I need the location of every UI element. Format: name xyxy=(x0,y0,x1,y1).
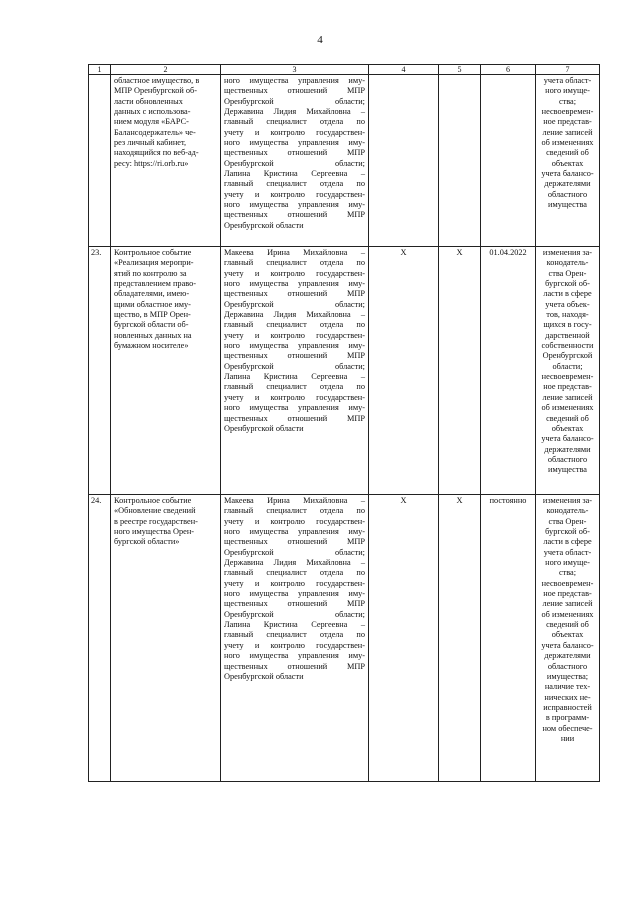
text-line: главный специалист отдела по xyxy=(224,117,365,127)
text-line: держателями xyxy=(544,444,591,454)
text-line: учету и контролю государствен- xyxy=(224,392,365,402)
text-line: щественных отношений МПР xyxy=(224,413,365,423)
text-line: об изменениях xyxy=(541,403,594,413)
text-line: рез личный кабинет, xyxy=(114,138,187,148)
text-line: учету и контролю государствен- xyxy=(224,127,365,137)
text-line: учету и контролю государствен- xyxy=(224,330,365,340)
text-line: ного имущества управления иму- xyxy=(224,403,365,413)
text-line: щественных отношений МПР xyxy=(224,148,365,158)
column-5-cell: Х xyxy=(439,495,481,782)
text-line: ного имуще- xyxy=(545,558,590,568)
text-line: учету и контролю государствен- xyxy=(224,516,365,526)
column-4-cell: Х xyxy=(369,495,439,782)
text-line: главный специалист отдела по xyxy=(224,630,365,640)
text-line: имущества xyxy=(548,200,587,210)
text-line: изменения за- xyxy=(542,248,593,257)
text-line: ного имущества управления иму- xyxy=(224,341,365,351)
text-line: объектах xyxy=(551,630,584,640)
text-line: нии xyxy=(560,733,575,743)
plan-table xyxy=(88,64,600,782)
text-line: областное имущество, в xyxy=(114,76,200,85)
text-line: главный специалист отдела по xyxy=(224,506,365,516)
table-row xyxy=(89,247,600,495)
text-line: учета балансо- xyxy=(541,434,594,444)
risks-cell xyxy=(536,495,600,782)
text-line: объектах xyxy=(551,158,584,168)
text-line: изменения за- xyxy=(542,496,593,505)
text-line: держателями xyxy=(544,179,591,189)
text-line: учета балансо- xyxy=(541,640,594,650)
text-line: щественных отношений МПР xyxy=(224,537,365,547)
text-line: тов, находя- xyxy=(546,310,589,320)
executors-cell xyxy=(221,495,369,782)
text-line: ласти в сфере xyxy=(543,289,592,299)
text-line: щество, в МПР Орен- xyxy=(114,310,191,320)
text-line: представлением право- xyxy=(114,279,197,289)
text-line: ства Орен- xyxy=(548,268,587,278)
text-line: собственности xyxy=(541,341,594,351)
text-line: Лапина Кристина Сергеевна – xyxy=(224,620,365,630)
text-line: учета област- xyxy=(543,547,592,557)
text-line: щественных отношений МПР xyxy=(224,661,365,671)
text-line: ного имущества управления иму- xyxy=(224,589,365,599)
text-line: щественных отношений МПР xyxy=(224,86,365,96)
text-line: дарственной xyxy=(545,330,590,340)
column-4-cell xyxy=(369,75,439,247)
text-line: исправностей xyxy=(543,702,592,712)
column-number: 2 xyxy=(111,65,221,75)
event-cell xyxy=(111,495,221,782)
text-line: учета объек- xyxy=(545,299,590,309)
text-line: Оренбургской области; xyxy=(224,547,365,557)
text-line: нических не- xyxy=(544,692,591,702)
text-line: щественных отношений МПР xyxy=(224,599,365,609)
text-line: конодатель- xyxy=(546,506,589,516)
text-line: ства Орен- xyxy=(548,516,587,526)
text-line: ное представ- xyxy=(543,382,592,392)
text-line: бумажном носителе» xyxy=(114,341,189,351)
text-line: Оренбургской области; xyxy=(224,361,365,371)
text-line: «Реализация меропри- xyxy=(114,258,194,268)
text-line: сведений об xyxy=(546,620,589,630)
text-line: ства; xyxy=(558,96,577,106)
executors-cell xyxy=(221,247,369,495)
text-line: МПР Оренбургской об- xyxy=(114,86,198,96)
text-line: главный специалист отдела по xyxy=(224,320,365,330)
text-line: главный специалист отдела по xyxy=(224,568,365,578)
page-number: 4 xyxy=(317,34,323,46)
risks-cell xyxy=(536,75,600,247)
column-number: 6 xyxy=(481,65,536,75)
text-line: объектах xyxy=(551,423,584,433)
text-line: ного имущества управления иму- xyxy=(224,138,365,148)
text-line: ного имущества управления иму- xyxy=(224,279,365,289)
text-line: Державина Лидия Михайловна – xyxy=(224,107,365,117)
text-line: в реестре государствен- xyxy=(114,516,198,526)
text-line: Державина Лидия Михайловна – xyxy=(224,558,365,568)
text-line: Оренбургской области; xyxy=(224,158,365,168)
text-line: имущества xyxy=(548,465,587,475)
text-line: ного имущества управления иму- xyxy=(224,527,365,537)
text-line: главный специалист отдела по xyxy=(224,258,365,268)
text-line: ства; xyxy=(558,568,577,578)
text-line: находящийся по веб-ад- xyxy=(114,148,199,158)
text-line: учету и контролю государствен- xyxy=(224,640,365,650)
text-line: щими областное иму- xyxy=(114,299,191,309)
text-line: щественных отношений МПР xyxy=(224,289,365,299)
text-line: ного имущества управления иму- xyxy=(224,76,365,85)
text-line: сведений об xyxy=(546,148,589,158)
text-line: ление записей xyxy=(542,392,593,402)
date-cell: 01.04.2022 xyxy=(481,247,536,495)
row-number-cell: 24. xyxy=(89,495,111,782)
text-line: имущества; xyxy=(546,671,589,681)
text-line: об изменениях xyxy=(541,609,594,619)
text-line: «Обновление сведений xyxy=(114,506,196,516)
table-header-row xyxy=(89,65,600,75)
text-line: ном обеспече- xyxy=(542,723,593,733)
text-line: ятий по контролю за xyxy=(114,268,187,278)
text-line: учета балансо- xyxy=(541,169,594,179)
column-number: 1 xyxy=(89,65,111,75)
text-line: нием модуля «БАРС- xyxy=(114,117,189,127)
text-line: новленных данных на xyxy=(114,330,192,340)
text-line: конодатель- xyxy=(546,258,589,268)
text-line: Оренбургской области xyxy=(224,671,304,681)
event-cell xyxy=(111,75,221,247)
column-number: 5 xyxy=(439,65,481,75)
text-line: Лапина Кристина Сергеевна – xyxy=(224,169,365,179)
text-line: Державина Лидия Михайловна – xyxy=(224,310,365,320)
text-line: ласти в сфере xyxy=(543,537,592,547)
table-row xyxy=(89,495,600,782)
table-row xyxy=(89,75,600,247)
row-number-cell: 23. xyxy=(89,247,111,495)
text-line: обладателями, имею- xyxy=(114,289,190,299)
row-number-cell xyxy=(89,75,111,247)
text-line: ление записей xyxy=(542,127,593,137)
text-line: Оренбургской области; xyxy=(224,299,365,309)
text-line: главный специалист отдела по xyxy=(224,179,365,189)
text-line: главный специалист отдела по xyxy=(224,382,365,392)
column-number: 7 xyxy=(536,65,600,75)
column-4-cell: Х xyxy=(369,247,439,495)
text-line: держателями xyxy=(544,651,591,661)
text-line: ласти обновленных xyxy=(114,96,183,106)
date-cell xyxy=(481,75,536,247)
text-line: Макеева Ирина Михайловна – xyxy=(224,496,365,505)
text-line: Оренбургской области xyxy=(224,423,304,433)
text-line: ного имуще- xyxy=(545,86,590,96)
text-line: Макеева Ирина Михайловна – xyxy=(224,248,365,257)
text-line: областного xyxy=(547,661,588,671)
text-line: Оренбургской области; xyxy=(224,609,365,619)
text-line: ного имущества управления иму- xyxy=(224,200,365,210)
text-line: областного xyxy=(547,454,588,464)
text-line: учету и контролю государствен- xyxy=(224,268,365,278)
text-line: учету и контролю государствен- xyxy=(224,189,365,199)
text-line: об изменениях xyxy=(541,138,594,148)
text-line: Контрольное событие xyxy=(114,496,192,505)
column-5-cell xyxy=(439,75,481,247)
text-line: несвоевремен- xyxy=(541,372,594,382)
column-number: 3 xyxy=(221,65,369,75)
date-cell: постоянно xyxy=(481,495,536,782)
text-line: ного имущества управления иму- xyxy=(224,651,365,661)
text-line: Оренбургской области; xyxy=(224,96,365,106)
text-line: Балансодержатель» че- xyxy=(114,127,196,137)
event-cell xyxy=(111,247,221,495)
text-line: данных с использова- xyxy=(114,107,191,117)
text-line: области; xyxy=(552,361,583,371)
text-line: бургской области об- xyxy=(114,320,189,330)
text-line: щественных отношений МПР xyxy=(224,210,365,220)
text-line: ного имущества Орен- xyxy=(114,527,195,537)
text-line: несвоевремен- xyxy=(541,578,594,588)
text-line: ление записей xyxy=(542,599,593,609)
text-line: областного xyxy=(547,189,588,199)
column-5-cell: Х xyxy=(439,247,481,495)
text-line: Оренбургской области xyxy=(224,220,304,230)
text-line: щихся в госу- xyxy=(543,320,592,330)
executors-cell xyxy=(221,75,369,247)
text-line: ресу: https://ri.orb.ru» xyxy=(114,158,189,168)
text-line: учета област- xyxy=(543,76,592,85)
text-line: щественных отношений МПР xyxy=(224,351,365,361)
text-line: сведений об xyxy=(546,413,589,423)
column-number: 4 xyxy=(369,65,439,75)
text-line: Лапина Кристина Сергеевна – xyxy=(224,372,365,382)
text-line: бургской об- xyxy=(545,279,590,289)
text-line: ное представ- xyxy=(543,589,592,599)
text-line: учету и контролю государствен- xyxy=(224,578,365,588)
text-line: несвоевремен- xyxy=(541,107,594,117)
text-line: бургской об- xyxy=(545,527,590,537)
text-line: Оренбургской xyxy=(542,351,593,361)
text-line: наличие тех- xyxy=(544,682,591,692)
text-line: Контрольное событие xyxy=(114,248,192,257)
risks-cell xyxy=(536,247,600,495)
text-line: в программ- xyxy=(545,713,590,723)
text-line: бургской области» xyxy=(114,537,180,547)
text-line: ное представ- xyxy=(543,117,592,127)
